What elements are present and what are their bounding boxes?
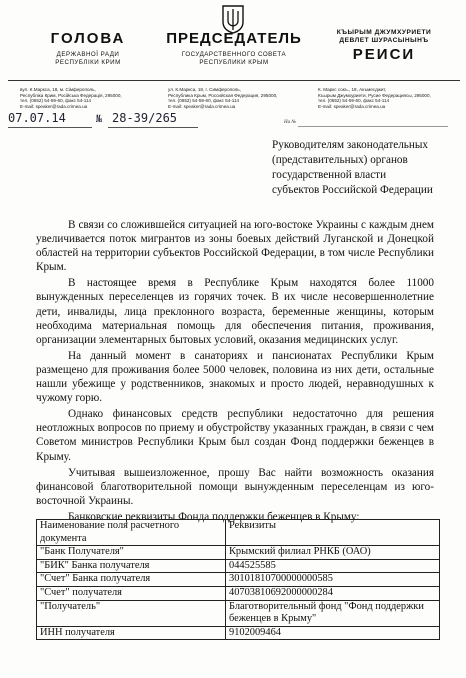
- header-left-address: [20, 87, 160, 109]
- header-left-sub2: РЕСПУБЛІКИ КРИМ: [55, 59, 121, 66]
- header-right-title: РЕИСИ: [352, 46, 416, 63]
- table-cell: "Счет" получателя: [37, 586, 226, 600]
- address-line: Республіка Крим, Російська Федерація, 295000,: [20, 92, 122, 98]
- table-row: [37, 546, 440, 560]
- table-header-row: [37, 520, 440, 546]
- table-header-cell: Наименование поля расчетного документа: [37, 520, 226, 546]
- reference-date: 07.07.14: [8, 111, 66, 125]
- body-paragraph: В связи со сложившейся ситуацией на юго-востоке Украины с каждым днем увеличивается поток мигрантов из зоны боевых действий Луганской и Донецкой областей на территории субъектов Российской Федерации, в том числе Республики Крым.: [36, 219, 434, 274]
- bank-details-table: [36, 519, 440, 640]
- reference-number-sign: №: [96, 114, 103, 125]
- address-line: тел. (0652) 54-59-60, факс 54-114: [20, 98, 92, 104]
- header-right: [318, 29, 450, 63]
- body-paragraph: Учитывая вышеизложенное, прошу Вас найти возможность оказания финансовой благотворительной помощи вынужденным переселенцам из юго-восточной Украины.: [36, 466, 434, 507]
- table-cell: "БИК" Банка получателя: [37, 559, 226, 573]
- body-paragraph: Однако финансовых средств республики недостаточно для решения неотложных вопросов по приему и обустройству указанных граждан, в связи с чем Советом министров Республики Крым был создан Фонд поддержки беженцев в Крыму.: [36, 408, 434, 463]
- table-cell: Крымский филиал РНКБ (ОАО): [226, 546, 440, 560]
- address-line: ул. К.Маркса, 18, г. Симферополь,: [168, 87, 241, 92]
- address-line: тел. (0652) 54-59-60, факс 54-114: [318, 98, 390, 104]
- addressee-line: Руководителям законодательных: [272, 139, 428, 151]
- header-center: [166, 30, 302, 67]
- reply-to-line: [298, 126, 448, 127]
- addressee-line: государственной власти: [272, 169, 387, 181]
- table-cell: 40703810692000000284: [226, 586, 440, 600]
- table-cell: 044525585: [226, 559, 440, 573]
- body-paragraph: Банковские реквизиты Фонда поддержки беженцев в Крыму:: [68, 510, 360, 523]
- header-left-title: ГОЛОВА: [50, 30, 126, 47]
- reference-number-line: [108, 127, 198, 128]
- table-cell: "Банк Получателя": [37, 546, 226, 560]
- table-cell: "Получатель": [37, 600, 226, 626]
- table-row: [37, 626, 440, 640]
- letter-body: [36, 218, 434, 526]
- table-cell: 9102009464: [226, 626, 440, 640]
- reference-number: 28-39/265: [112, 111, 178, 125]
- table-row: [37, 600, 440, 626]
- table-header-cell: Реквизиты: [226, 520, 440, 546]
- table-cell: 30101810700000000585: [226, 573, 440, 587]
- address-line: E-mail: speaker@rada.crimea.ua: [318, 103, 386, 109]
- header-center-title: ПРЕДСЕДАТЕЛЬ: [166, 30, 302, 47]
- address-line: E-mail: speaker@rada.crimea.ua: [20, 103, 88, 109]
- header-right-sub1: КЪЫРЫМ ДЖУМХУРИЕТИ: [336, 29, 432, 36]
- header-center-sub2: РЕСПУБЛИКИ КРЫМ: [199, 59, 269, 66]
- body-paragraph: В настоящее время в Республике Крым находятся более 11000 вынужденных переселенцев из горячих точек. В их числе несовершеннолетние дети, инвалиды, лица преклонного возраста, беременные женщины, которым необходима материальная помощь для обеспечения питания, проживания, организации элементарных бытовых условий, оказания медицинских услуг.: [36, 277, 434, 346]
- table-row: [37, 559, 440, 573]
- address-line: Республика Крым, Российская Федерация, 295000,: [168, 92, 278, 98]
- address-line: К. Маркс сокъ., 18, Акъмесджит,: [318, 87, 387, 92]
- address-line: вул. К.Маркса, 18, м. Сімферополь,: [20, 87, 96, 92]
- address-line: тел. (0652) 54-59-60, факс 54-114: [168, 98, 240, 104]
- table-row: [37, 573, 440, 587]
- addressee-block: [272, 138, 433, 198]
- header-center-sub1: ГОСУДАРСТВЕННОГО СОВЕТА: [181, 51, 287, 58]
- header-left: [24, 30, 152, 67]
- body-paragraph: На данный момент в санаториях и пансионатах Республики Крым размещено для проживания более 5000 человек, половина из них дети, остальные нашли убежище у родственников, знакомых и просто людей, неравнодушных к чужому горю.: [36, 349, 434, 405]
- table-row: [37, 586, 440, 600]
- header-right-sub2: ДЕВЛЕТ ШУРАСЫНЫНЪ: [339, 37, 429, 44]
- header-left-sub1: ДЕРЖАВНОЇ РАДИ: [56, 51, 120, 58]
- reply-to-label: На №: [284, 120, 297, 125]
- header-right-address: [318, 87, 460, 109]
- table-cell: ИНН получателя: [37, 626, 226, 640]
- address-line: E-mail: speaker@rada.crimea.ua: [168, 103, 236, 109]
- reference-date-line: [8, 127, 92, 128]
- address-line: Къырым Джумхуриети, Русие Федерациясы, 295000,: [318, 92, 431, 98]
- addressee-line: субъектов Российской Федерации: [272, 184, 433, 196]
- header-divider: [8, 80, 460, 81]
- addressee-line: (представительных) органов: [272, 154, 408, 166]
- header-center-address: [168, 87, 308, 109]
- table-cell: "Счет" Банка получателя: [37, 573, 226, 587]
- table-cell: Благотворительный фонд "Фонд поддержки беженцев в Крыму": [226, 600, 440, 626]
